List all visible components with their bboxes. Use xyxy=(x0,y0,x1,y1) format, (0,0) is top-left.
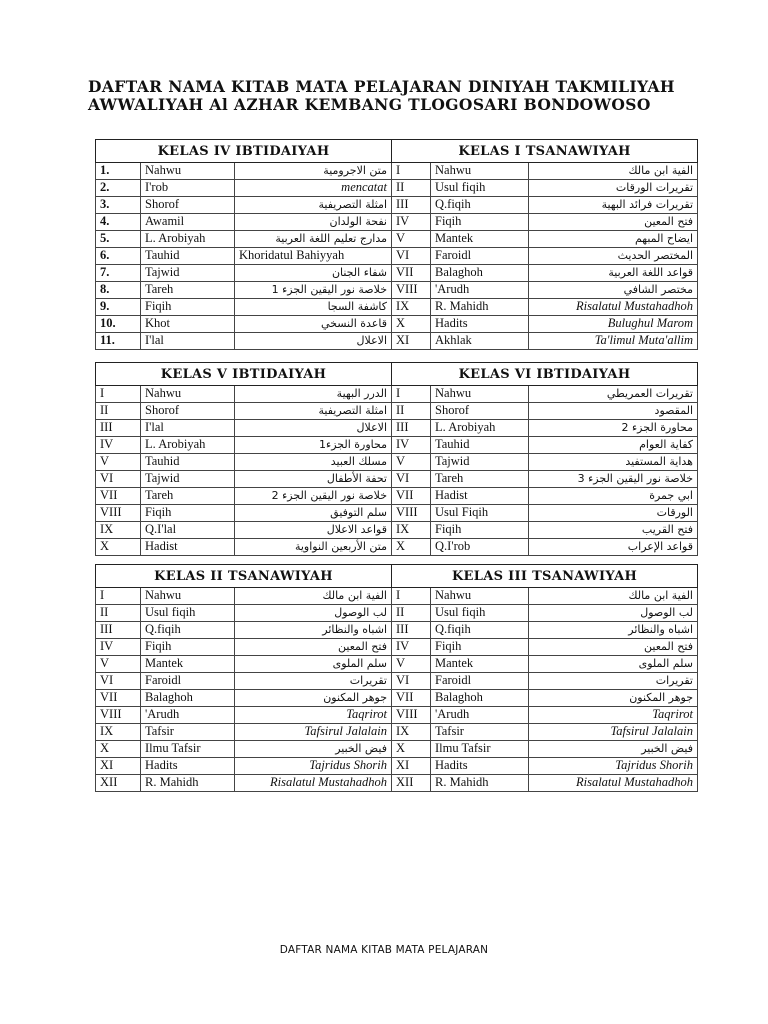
table-row xyxy=(96,316,698,333)
kitab-name: تحفة الأطفال xyxy=(235,471,392,488)
row-number: 8. xyxy=(96,282,141,299)
class-title-left: KELAS V IBTIDAIYAH xyxy=(96,363,392,386)
table-row xyxy=(96,639,698,656)
subject-name: Q.fiqih xyxy=(431,622,529,639)
subject-name: 'Arudh xyxy=(431,707,529,724)
kitab-name: ايضاح المبهم xyxy=(529,231,698,248)
row-number: V xyxy=(392,231,431,248)
kitab-name: محاورة الجزء 2 xyxy=(529,420,698,437)
kitab-name: Risalatul Mustahadhoh xyxy=(529,775,698,792)
kitab-name: Risalatul Mustahadhoh xyxy=(529,299,698,316)
row-number: VI xyxy=(392,248,431,265)
kitab-name: Risalatul Mustahadhoh xyxy=(235,775,392,792)
kitab-name: قواعد اللغة العربية xyxy=(529,265,698,282)
document-title xyxy=(88,78,688,114)
row-number: VIII xyxy=(392,282,431,299)
row-number: II xyxy=(96,403,141,420)
page-footer: DAFTAR NAMA KITAB MATA PELAJARAN xyxy=(279,944,489,956)
subject-name: Q.fiqih xyxy=(431,197,529,214)
class-title-right: KELAS I TSANAWIYAH xyxy=(392,140,698,163)
kitab-name: نفحة الولدان xyxy=(235,214,392,231)
table-row xyxy=(96,386,698,403)
subject-name: Shorof xyxy=(431,403,529,420)
subject-name: Fiqih xyxy=(141,299,235,316)
kitab-name: تقريرات xyxy=(235,673,392,690)
subject-name: R. Mahidh xyxy=(431,299,529,316)
subject-name: Akhlak xyxy=(431,333,529,350)
subject-name: Usul fiqih xyxy=(431,605,529,622)
row-number: V xyxy=(96,656,141,673)
subject-name: Hadits xyxy=(431,758,529,775)
subject-name: Fiqih xyxy=(431,639,529,656)
table-row xyxy=(96,180,698,197)
subject-name: Mantek xyxy=(431,231,529,248)
row-number: IX xyxy=(392,522,431,539)
kitab-name: مختصر الشافي xyxy=(529,282,698,299)
subject-name: Hadist xyxy=(141,539,235,556)
table-kelas-ii-iii xyxy=(95,564,698,792)
subject-name: Faroidl xyxy=(141,673,235,690)
row-number: VIII xyxy=(392,707,431,724)
subject-name: Tareh xyxy=(431,471,529,488)
table-row xyxy=(96,333,698,350)
row-number: I xyxy=(392,163,431,180)
kitab-name: هداية المستفيد xyxy=(529,454,698,471)
subject-name: Tafsir xyxy=(141,724,235,741)
row-number: III xyxy=(96,420,141,437)
kitab-name: خلاصة نور اليقين الجزء 3 xyxy=(529,471,698,488)
kitab-name: فتح المعين xyxy=(529,639,698,656)
subject-name: L. Arobiyah xyxy=(141,231,235,248)
kitab-name: خلاصة نور اليقين الجزء 2 xyxy=(235,488,392,505)
row-number: III xyxy=(392,622,431,639)
row-number: V xyxy=(96,454,141,471)
row-number: 9. xyxy=(96,299,141,316)
table-row xyxy=(96,437,698,454)
row-number: I xyxy=(392,588,431,605)
subject-name: Ilmu Tafsir xyxy=(141,741,235,758)
row-number: II xyxy=(392,605,431,622)
subject-name: Ilmu Tafsir xyxy=(431,741,529,758)
row-number: VII xyxy=(96,488,141,505)
subject-name: L. Arobiyah xyxy=(431,420,529,437)
row-number: IV xyxy=(96,639,141,656)
subject-name: Awamil xyxy=(141,214,235,231)
row-number: 4. xyxy=(96,214,141,231)
title-line-2: AWWALIYAH Al AZHAR KEMBANG TLOGOSARI BONDOWOSO xyxy=(88,95,651,114)
table-row xyxy=(96,299,698,316)
kitab-name: المقصود xyxy=(529,403,698,420)
row-number: X xyxy=(392,539,431,556)
row-number: VIII xyxy=(96,707,141,724)
row-number: VIII xyxy=(96,505,141,522)
table-row xyxy=(96,197,698,214)
row-number: X xyxy=(392,741,431,758)
class-title-right: KELAS VI IBTIDAIYAH xyxy=(392,363,698,386)
table-row xyxy=(96,265,698,282)
subject-name: Tareh xyxy=(141,488,235,505)
row-number: V xyxy=(392,656,431,673)
table-row xyxy=(96,522,698,539)
table-row xyxy=(96,248,698,265)
subject-name: Tafsir xyxy=(431,724,529,741)
row-number: XI xyxy=(392,333,431,350)
kitab-name: كفاية العوام xyxy=(529,437,698,454)
row-number: VI xyxy=(96,673,141,690)
kitab-name: جوهر المكنون xyxy=(235,690,392,707)
subject-name: Nahwu xyxy=(431,386,529,403)
table-row xyxy=(96,282,698,299)
row-number: 5. xyxy=(96,231,141,248)
kitab-name: Ta'limul Muta'allim xyxy=(529,333,698,350)
table-row xyxy=(96,690,698,707)
row-number: X xyxy=(96,539,141,556)
subject-name: Nahwu xyxy=(431,588,529,605)
row-number: I xyxy=(96,386,141,403)
kitab-name: محاورة الجزء1 xyxy=(235,437,392,454)
row-number: IX xyxy=(96,522,141,539)
kitab-name: فتح القريب xyxy=(529,522,698,539)
row-number: X xyxy=(392,316,431,333)
subject-name: I'lal xyxy=(141,333,235,350)
table-header-row xyxy=(96,140,698,163)
subject-name: Khot xyxy=(141,316,235,333)
table-row xyxy=(96,605,698,622)
subject-name: Hadist xyxy=(431,488,529,505)
subject-name: L. Arobiyah xyxy=(141,437,235,454)
row-number: XI xyxy=(96,758,141,775)
subject-name: Tajwid xyxy=(431,454,529,471)
row-number: III xyxy=(392,197,431,214)
table-row xyxy=(96,488,698,505)
row-number: XI xyxy=(392,758,431,775)
table-row xyxy=(96,454,698,471)
kitab-name: شفاء الجنان xyxy=(235,265,392,282)
kitab-name: قواعد الاعلال xyxy=(235,522,392,539)
row-number: VI xyxy=(392,673,431,690)
table-row xyxy=(96,758,698,775)
row-number: 10. xyxy=(96,316,141,333)
subject-name: Usul fiqih xyxy=(141,605,235,622)
row-number: VIII xyxy=(392,505,431,522)
title-line-1: DAFTAR NAMA KITAB MATA PELAJARAN DINIYAH TAKMILIYAH xyxy=(88,77,675,96)
row-number: II xyxy=(392,403,431,420)
subject-name: Nahwu xyxy=(141,163,235,180)
kitab-name: الدرر البهية xyxy=(235,386,392,403)
subject-name: Mantek xyxy=(431,656,529,673)
kitab-name: تقريرات الورقات xyxy=(529,180,698,197)
kitab-name: امثلة التصريفية xyxy=(235,197,392,214)
kitab-name: مسلك العبيد xyxy=(235,454,392,471)
subject-name: Hadits xyxy=(431,316,529,333)
kitab-name: Tafsirul Jalalain xyxy=(235,724,392,741)
kitab-name: سلم الملوى xyxy=(235,656,392,673)
row-number: VII xyxy=(392,265,431,282)
kitab-name: فتح المعين xyxy=(235,639,392,656)
kitab-name: مدارج تعليم اللغة العربية xyxy=(235,231,392,248)
subject-name: Balaghoh xyxy=(431,690,529,707)
kitab-name: امثلة التصريفية xyxy=(235,403,392,420)
row-number: IX xyxy=(96,724,141,741)
row-number: IV xyxy=(96,437,141,454)
kitab-name: سلم التوفيق xyxy=(235,505,392,522)
kitab-name: الفية ابن مالك xyxy=(529,588,698,605)
class-title-left: KELAS IV IBTIDAIYAH xyxy=(96,140,392,163)
subject-name: Nahwu xyxy=(141,588,235,605)
row-number: III xyxy=(392,420,431,437)
row-number: 1. xyxy=(96,163,141,180)
kitab-name: تقريرات xyxy=(529,673,698,690)
kitab-name: فتح المعين xyxy=(529,214,698,231)
table-row xyxy=(96,707,698,724)
table-row xyxy=(96,231,698,248)
row-number: VII xyxy=(96,690,141,707)
row-number: II xyxy=(392,180,431,197)
table-row xyxy=(96,656,698,673)
row-number: IV xyxy=(392,214,431,231)
subject-name: Tauhid xyxy=(141,248,235,265)
subject-name: Tajwid xyxy=(141,471,235,488)
row-number: 6. xyxy=(96,248,141,265)
kitab-name: mencatat xyxy=(235,180,392,197)
kitab-name: الفية ابن مالك xyxy=(529,163,698,180)
subject-name: Q.I'rob xyxy=(431,539,529,556)
row-number: IV xyxy=(392,639,431,656)
table-row xyxy=(96,622,698,639)
subject-name: 'Arudh xyxy=(141,707,235,724)
subject-name: Tajwid xyxy=(141,265,235,282)
kitab-name: سلم الملوى xyxy=(529,656,698,673)
row-number: VI xyxy=(392,471,431,488)
row-number: III xyxy=(96,622,141,639)
table-row xyxy=(96,471,698,488)
subject-name: Shorof xyxy=(141,197,235,214)
subject-name: R. Mahidh xyxy=(141,775,235,792)
kitab-name: متن الأربعين النواوية xyxy=(235,539,392,556)
kitab-name: فيض الخبير xyxy=(235,741,392,758)
table-row xyxy=(96,163,698,180)
kitab-name: الفية ابن مالك xyxy=(235,588,392,605)
subject-name: Mantek xyxy=(141,656,235,673)
subject-name: Tauhid xyxy=(141,454,235,471)
kitab-name: الاعلال xyxy=(235,333,392,350)
subject-name: Balaghoh xyxy=(431,265,529,282)
table-row xyxy=(96,420,698,437)
row-number: 11. xyxy=(96,333,141,350)
kitab-name: فيض الخبير xyxy=(529,741,698,758)
table-row xyxy=(96,214,698,231)
table-row xyxy=(96,588,698,605)
row-number: VII xyxy=(392,690,431,707)
table-row xyxy=(96,741,698,758)
kitab-name: ابي جمرة xyxy=(529,488,698,505)
kitab-name: Khoridatul Bahiyyah xyxy=(235,248,392,265)
row-number: VI xyxy=(96,471,141,488)
kitab-name: الورقات xyxy=(529,505,698,522)
row-number: II xyxy=(96,605,141,622)
table-header-row xyxy=(96,363,698,386)
subject-name: Faroidl xyxy=(431,673,529,690)
subject-name: Tauhid xyxy=(431,437,529,454)
subject-name: Tareh xyxy=(141,282,235,299)
kitab-name: خلاصة نور اليقين الجزء 1 xyxy=(235,282,392,299)
row-number: VII xyxy=(392,488,431,505)
row-number: XII xyxy=(392,775,431,792)
kitab-name: لب الوصول xyxy=(529,605,698,622)
kitab-name: المختصر الحديث xyxy=(529,248,698,265)
subject-name: Fiqih xyxy=(141,639,235,656)
kitab-name: تقريرات العمريطي xyxy=(529,386,698,403)
kitab-name: الاعلال xyxy=(235,420,392,437)
row-number: IX xyxy=(392,724,431,741)
row-number: 3. xyxy=(96,197,141,214)
table-kelas-v-vi xyxy=(95,362,698,556)
row-number: I xyxy=(96,588,141,605)
kitab-name: Bulughul Marom xyxy=(529,316,698,333)
subject-name: Nahwu xyxy=(431,163,529,180)
kitab-name: قواعد الإعراب xyxy=(529,539,698,556)
class-title-right: KELAS III TSANAWIYAH xyxy=(392,565,698,588)
subject-name: Fiqih xyxy=(141,505,235,522)
subject-name: 'Arudh xyxy=(431,282,529,299)
row-number: 2. xyxy=(96,180,141,197)
subject-name: Nahwu xyxy=(141,386,235,403)
table-row xyxy=(96,724,698,741)
kitab-name: لب الوصول xyxy=(235,605,392,622)
row-number: XII xyxy=(96,775,141,792)
kitab-name: قاعدة النسخي xyxy=(235,316,392,333)
subject-name: Hadits xyxy=(141,758,235,775)
table-row xyxy=(96,505,698,522)
class-title-left: KELAS II TSANAWIYAH xyxy=(96,565,392,588)
kitab-name: Tafsirul Jalalain xyxy=(529,724,698,741)
subject-name: Usul Fiqih xyxy=(431,505,529,522)
kitab-name: Tajridus Shorih xyxy=(529,758,698,775)
subject-name: Balaghoh xyxy=(141,690,235,707)
kitab-name: اشباه والنظائر xyxy=(235,622,392,639)
row-number: V xyxy=(392,454,431,471)
subject-name: Usul fiqih xyxy=(431,180,529,197)
kitab-name: متن الاجرومية xyxy=(235,163,392,180)
row-number: I xyxy=(392,386,431,403)
row-number: 7. xyxy=(96,265,141,282)
subject-name: Fiqih xyxy=(431,522,529,539)
table-row xyxy=(96,403,698,420)
kitab-name: تقريرات فرائد البهية xyxy=(529,197,698,214)
table-kelas-iv-i xyxy=(95,139,698,350)
row-number: X xyxy=(96,741,141,758)
subject-name: Fiqih xyxy=(431,214,529,231)
subject-name: I'rob xyxy=(141,180,235,197)
subject-name: Q.fiqih xyxy=(141,622,235,639)
table-row xyxy=(96,775,698,792)
kitab-name: Taqrirot xyxy=(235,707,392,724)
subject-name: Faroidl xyxy=(431,248,529,265)
kitab-name: جوهر المكنون xyxy=(529,690,698,707)
table-header-row xyxy=(96,565,698,588)
subject-name: I'lal xyxy=(141,420,235,437)
kitab-name: Taqrirot xyxy=(529,707,698,724)
row-number: IX xyxy=(392,299,431,316)
subject-name: R. Mahidh xyxy=(431,775,529,792)
kitab-name: Tajridus Shorih xyxy=(235,758,392,775)
row-number: IV xyxy=(392,437,431,454)
kitab-name: كاشفة السجا xyxy=(235,299,392,316)
table-row xyxy=(96,539,698,556)
subject-name: Q.I'lal xyxy=(141,522,235,539)
table-row xyxy=(96,673,698,690)
subject-name: Shorof xyxy=(141,403,235,420)
kitab-name: اشباه والنظائر xyxy=(529,622,698,639)
